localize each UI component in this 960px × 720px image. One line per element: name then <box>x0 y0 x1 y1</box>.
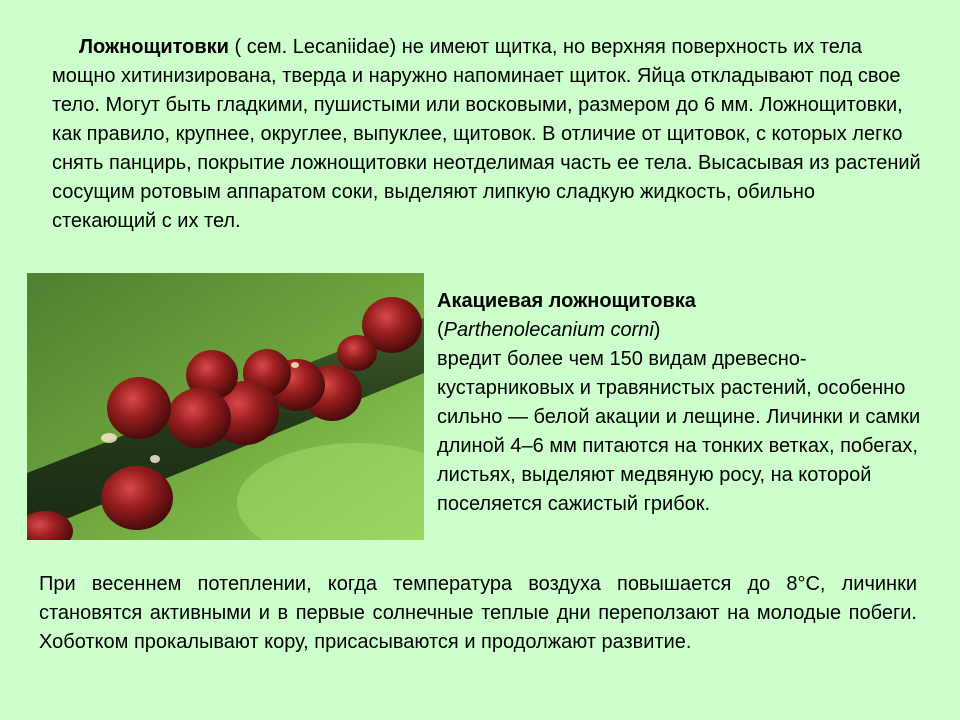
bottom-paragraph: При весеннем потеплении, когда температура воздуха повышается до 8°С, личинки становятся активными и в первые солнечные теплые дни переползают на молодые побеги. Хоботком прокалывают кору, присасываются и продолжают развитие. <box>39 573 917 653</box>
intro-text: не имеют щитка, но верхняя поверхность их тела мощно хитинизирована, тверда и наружно напоминает щиток. Яйца откладывают под свое тело. Могут быть гладкими, пушистыми или восковыми, размером до 6 мм. Ложнощитовки, как правило, крупнее, округлее, выпуклее, щитовок. В отличие от щитовок, с которых легко снять панцирь, покрытие ложнощитовки неотделимая часть ее тела. Высасывая из растений сосущим ротовым аппаратом соки, выделяют липкую сладкую жидкость, обильно стекающий с их тел. <box>52 36 921 232</box>
species-description: вредит более чем 150 видам древесно-кустарниковых и травянистых растений, особенно сильно — белой акации и лещине. Личинки и самки длиной 4–6 мм питаются на тонких ветках, побегах, листьях, выделяют медвяную росу, на которой поселяется сажистый грибок. <box>437 348 921 515</box>
intro-family-note: ( сем. Lecaniidae) <box>228 36 402 58</box>
species-info <box>437 287 942 519</box>
species-latin-name: (Parthenolecanium corni) <box>437 319 661 341</box>
species-name: Акациевая ложнощитовка <box>437 290 696 312</box>
scale-insect-illustration <box>27 273 424 540</box>
intro-paragraph <box>52 33 922 236</box>
scale-insect-photo <box>27 273 424 540</box>
intro-term: Ложнощитовки <box>79 36 229 58</box>
